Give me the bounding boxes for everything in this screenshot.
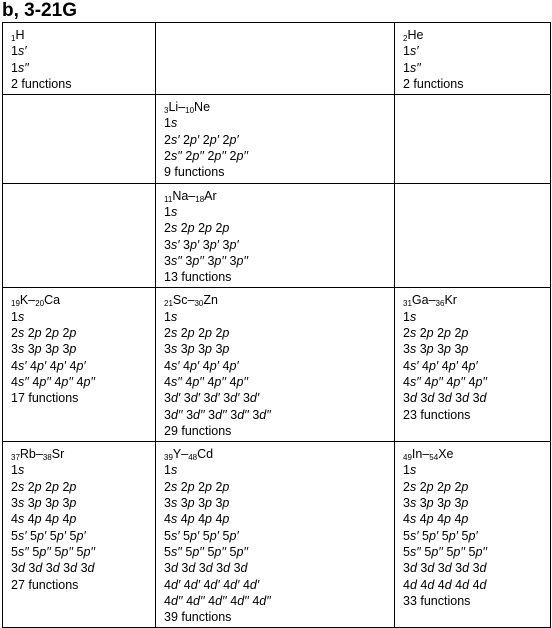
- orbital-line: 1s′′: [403, 60, 421, 75]
- empty-cell: [3, 183, 156, 288]
- orbital-line: 5s′′ 5p′′ 5p′′ 5p′′: [164, 544, 249, 559]
- element-symbol: Ne: [194, 100, 211, 115]
- orbital-line: 4s 4p 4p 4p: [11, 512, 77, 527]
- element-range: [11, 445, 147, 462]
- atomic-number: 54: [429, 453, 439, 463]
- orbital-line: 3d 3d 3d 3d 3d: [403, 561, 487, 576]
- atomic-number: 30: [194, 299, 204, 309]
- element-cell: [156, 442, 395, 628]
- orbital-line: 4s′ 4p′ 4p′ 4p′: [403, 358, 478, 373]
- orbital-line: 5s′ 5p′ 5p′ 5p′: [11, 528, 86, 543]
- empty-cell: [156, 23, 395, 95]
- element-symbol: Y: [172, 447, 182, 462]
- empty-cell: [395, 95, 551, 183]
- orbital-line: 4s 4p 4p 4p: [164, 512, 230, 527]
- orbital-line: 1s: [11, 463, 25, 478]
- empty-cell: [3, 95, 156, 183]
- range-dash: –: [28, 293, 36, 308]
- orbital-line: 2s 2p 2p 2p: [164, 221, 230, 236]
- atomic-number: 49: [403, 453, 412, 463]
- function-count: 17 functions: [11, 391, 79, 406]
- element-symbol: Sc: [172, 293, 188, 308]
- orbital-line: 1s: [11, 309, 25, 324]
- orbital-line: 3d′ 3d′ 3d′ 3d′ 3d′: [164, 391, 260, 406]
- atomic-number: 2: [403, 34, 408, 43]
- atomic-number: 38: [42, 453, 52, 463]
- element-range: [403, 26, 542, 43]
- element-cell: [3, 442, 156, 628]
- orbital-line: 3s′′ 3p′′ 3p′′ 3p′′: [164, 253, 249, 268]
- element-range: [164, 445, 386, 462]
- element-symbol: H: [15, 28, 25, 42]
- element-symbol: Rb: [19, 447, 36, 462]
- atomic-number: 11: [164, 194, 173, 204]
- orbital-line: 1s′′: [11, 60, 29, 75]
- atomic-number: 31: [403, 299, 412, 309]
- orbital-line: 5s′′ 5p′′ 5p′′ 5p′′: [11, 544, 96, 559]
- element-cell: [395, 288, 551, 442]
- element-symbol: K: [19, 293, 29, 308]
- function-count: 13 functions: [164, 270, 232, 285]
- element-cell: [395, 442, 551, 628]
- element-cell: [156, 288, 395, 442]
- range-dash: –: [422, 447, 430, 462]
- element-cell: [395, 23, 551, 95]
- element-range: [403, 445, 542, 462]
- orbital-line: 4s′ 4p′ 4p′ 4p′: [11, 358, 86, 373]
- element-symbol: Zn: [203, 293, 218, 308]
- element-range: [164, 187, 386, 204]
- orbital-line: 3s 3p 3p 3p: [403, 496, 469, 511]
- orbital-line: 3s′ 3p′ 3p′ 3p′: [164, 237, 239, 252]
- atomic-number: 3: [164, 106, 169, 116]
- element-symbol: Ga: [411, 293, 429, 308]
- orbital-line: 3d′′ 3d′′ 3d′′ 3d′′ 3d′′: [164, 407, 271, 422]
- range-dash: –: [178, 100, 186, 115]
- orbital-line: 2s 2p 2p 2p: [164, 326, 230, 341]
- range-dash: –: [35, 447, 43, 462]
- element-symbol: In: [411, 447, 423, 462]
- atomic-number: 36: [435, 299, 445, 309]
- orbital-line: 3d 3d 3d 3d 3d: [164, 561, 248, 576]
- range-dash: –: [187, 293, 195, 308]
- function-count: 23 functions: [403, 407, 471, 422]
- orbital-line: 1s: [164, 116, 178, 131]
- element-symbol: Ar: [204, 188, 217, 203]
- atomic-number: 20: [35, 299, 45, 309]
- orbital-line: 1s: [164, 309, 178, 324]
- table-row: [3, 23, 551, 95]
- orbital-line: 3d 3d 3d 3d 3d: [11, 561, 95, 576]
- orbital-line: 1s: [164, 463, 178, 478]
- orbital-line: 3s 3p 3p 3p: [11, 342, 77, 357]
- orbital-line: 4s′′ 4p′′ 4p′′ 4p′′: [403, 374, 488, 389]
- element-range: [11, 26, 147, 43]
- element-symbol: Li: [168, 100, 179, 115]
- orbital-line: 5s′ 5p′ 5p′ 5p′: [164, 528, 239, 543]
- empty-cell: [395, 183, 551, 288]
- orbital-line: 4d 4d 4d 4d 4d: [403, 577, 487, 592]
- function-count: 39 functions: [164, 610, 232, 625]
- element-cell: [3, 288, 156, 442]
- function-count: 9 functions: [164, 165, 225, 180]
- element-cell: [3, 23, 156, 95]
- function-count: 2 functions: [403, 76, 464, 91]
- range-dash: –: [188, 188, 196, 203]
- atomic-number: 10: [185, 106, 195, 116]
- element-range: [164, 291, 386, 308]
- orbital-line: 1s: [403, 309, 417, 324]
- orbital-line: 2s′′ 2p′′ 2p′′ 2p′′: [164, 149, 249, 164]
- atomic-number: 19: [11, 299, 20, 309]
- orbital-line: 3s 3p 3p 3p: [164, 496, 230, 511]
- element-symbol: Xe: [438, 447, 454, 462]
- element-range: [11, 291, 147, 308]
- orbital-line: 5s′ 5p′ 5p′ 5p′: [403, 528, 478, 543]
- orbital-line: 2s′ 2p′ 2p′ 2p′: [164, 132, 239, 147]
- element-symbol: Na: [172, 188, 189, 203]
- atomic-number: 21: [164, 299, 173, 309]
- table-row: [3, 95, 551, 183]
- element-range: [164, 98, 386, 115]
- function-count: 27 functions: [11, 577, 79, 592]
- atomic-number: 18: [195, 194, 205, 204]
- element-cell: [156, 183, 395, 288]
- orbital-line: 3s 3p 3p 3p: [164, 342, 230, 357]
- function-count: 29 functions: [164, 423, 232, 438]
- element-symbol: Cd: [197, 447, 214, 462]
- orbital-line: 2s 2p 2p 2p: [11, 479, 77, 494]
- table-title: b, 3-21G: [2, 0, 77, 21]
- orbital-line: 3d 3d 3d 3d 3d: [403, 391, 487, 406]
- element-symbol: Sr: [51, 447, 65, 462]
- atomic-number: 48: [188, 453, 198, 463]
- orbital-line: 3s 3p 3p 3p: [403, 342, 469, 357]
- atomic-number: 1: [11, 34, 16, 43]
- table-row: [3, 288, 551, 442]
- orbital-line: 1s: [164, 204, 178, 219]
- function-count: 2 functions: [11, 76, 72, 91]
- orbital-line: 2s 2p 2p 2p: [403, 326, 469, 341]
- orbital-line: 4d′ 4d′ 4d′ 4d′ 4d′: [164, 577, 260, 592]
- orbital-line: 4s′′ 4p′′ 4p′′ 4p′′: [164, 374, 249, 389]
- orbital-line: 1s′: [403, 44, 419, 59]
- orbital-line: 5s′′ 5p′′ 5p′′ 5p′′: [403, 544, 488, 559]
- atomic-number: 37: [11, 453, 20, 463]
- range-dash: –: [181, 447, 189, 462]
- element-range: [403, 291, 542, 308]
- element-symbol: Ca: [44, 293, 61, 308]
- orbital-line: 1s′: [11, 44, 27, 59]
- orbital-line: 4s′′ 4p′′ 4p′′ 4p′′: [11, 374, 96, 389]
- table-row: [3, 183, 551, 288]
- orbital-line: 4s 4p 4p 4p: [403, 512, 469, 527]
- orbital-line: 2s 2p 2p 2p: [403, 479, 469, 494]
- range-dash: –: [428, 293, 436, 308]
- orbital-line: 4s′ 4p′ 4p′ 4p′: [164, 358, 239, 373]
- element-symbol: He: [407, 28, 424, 42]
- basis-set-table: [2, 22, 551, 628]
- basis-set-table-body: [3, 23, 551, 628]
- atomic-number: 39: [164, 453, 173, 463]
- orbital-line: 1s: [403, 463, 417, 478]
- orbital-line: 2s 2p 2p 2p: [164, 479, 230, 494]
- orbital-line: 2s 2p 2p 2p: [11, 326, 77, 341]
- orbital-line: 3s 3p 3p 3p: [11, 496, 77, 511]
- element-cell: [156, 95, 395, 183]
- element-symbol: Kr: [444, 293, 457, 308]
- orbital-line: 4d′′ 4d′′ 4d′′ 4d′′ 4d′′: [164, 593, 271, 608]
- table-row: [3, 442, 551, 628]
- function-count: 33 functions: [403, 593, 471, 608]
